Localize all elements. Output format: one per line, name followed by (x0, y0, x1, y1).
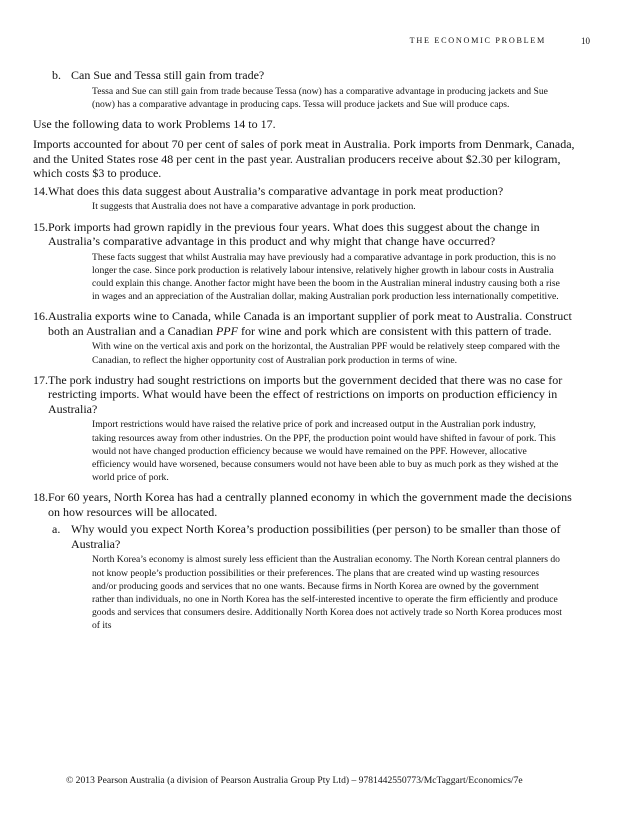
instruction-text: Use the following data to work Problems 14 to 17. (33, 116, 276, 131)
question-15 (33, 220, 578, 249)
question-16 (33, 309, 578, 338)
question-number: 14. (33, 183, 48, 198)
answer-15: These facts suggest that whilst Australia may have previously had a comparative advantage in pork production, this is no longer the case. Since pork production is relatively labour intensive, relatively higher growth in labour costs in Australia could explain this change. Another factor might have been the boom in the Australian mineral industry causing both a rise in wages and an appreciation of the Australian dollar, making Australian pork production less internationally competitive. (92, 251, 560, 303)
question-18a (33, 522, 578, 551)
question-text: Why would you expect North Korea’s production possibilities (per person) to be smaller than those of Australia? (71, 522, 561, 551)
answer-18a: North Korea’s economy is almost surely less efficient than the Australian economy. The North Korean central planners do not know people’s production possibilities or their preferences. The plans that are created wind up wasting resources and/or producing goods and services that no one wants. Because firms in North Korea are owned by the government rather than individuals, no one in North Korea has the self-interested incentive to operate the firm efficiently and produce goods and services that consumers desire. Additionally North Korea does not actively trade so North Korea produces most of its (92, 554, 562, 632)
question-number: 16. (33, 309, 48, 324)
question-text: Can Sue and Tessa still gain from trade? (71, 68, 265, 82)
answer-16: With wine on the vertical axis and pork on the horizontal, the Australian PPF would be relatively steep compared with the Canadian, to reflect the higher opportunity cost of Australian pork production in terms of wine. (92, 341, 560, 366)
ppf-italic-term: PPF (215, 323, 238, 338)
question-14 (33, 184, 578, 199)
question-text (48, 309, 572, 338)
question-text: For 60 years, North Korea has had a centrally planned economy in which the government made the decisions on how resources will be allocated. (48, 490, 572, 519)
page-content (33, 68, 578, 633)
question-text-part-1: Australia exports wine to Canada, while Canada is an important supplier of pork meat to Australia. Construct both an Australian and a Canadian (48, 309, 572, 338)
answer-17: Import restrictions would have raised the relative price of pork and increased output in the Australian pork industry, taking resources away from other industries. On the PPF, the production point would have shifted in favour of pork. This would not have changed production efficiency because we would have remained on the PPF. However, allocative efficiency would have worsened, because consumers would not have been able to buy as much pork as they wished at the world price of pork. (92, 419, 559, 484)
question-number: 15. (33, 219, 48, 234)
question-17 (33, 373, 578, 417)
page-header (0, 36, 638, 50)
copyright-footer: © 2013 Pearson Australia (a division of Pearson Australia Group Pty Ltd) – 9781442550773/McTaggart/Economics/7e (66, 775, 523, 786)
question-b (33, 68, 578, 83)
question-text: What does this data suggest about Australia’s comparative advantage in pork meat production? (48, 183, 504, 198)
question-text: The pork industry had sought restrictions on imports but the government decided that there was no case for restricting imports. What would have been the effect of restrictions on imports on production efficiency in Australia? (48, 372, 563, 416)
answer-b: Tessa and Sue can still gain from trade because Tessa (now) has a comparative advantage in producing jackets and Sue (now) has a comparative advantage in producing caps. Tessa will produce jackets and Sue will produce caps. (92, 85, 548, 110)
question-18 (33, 490, 578, 519)
answer-14: It suggests that Australia does not have a comparative advantage in pork production. (92, 201, 416, 213)
page-number: 10 (581, 36, 590, 46)
question-text: Pork imports had grown rapidly in the previous four years. What does this suggest about the change in Australia’s comparative advantage in this product and why might that change have occurred? (48, 219, 540, 249)
question-text-part-2: for wine and pork which are consistent with this pattern of trade. (237, 323, 552, 338)
running-title: THE ECONOMIC PROBLEM (409, 36, 546, 45)
question-number: a. (52, 522, 61, 537)
question-number: 17. (33, 372, 48, 387)
data-paragraph: Imports accounted for about 70 per cent of sales of pork meat in Australia. Pork imports from Denmark, Canada, and the United States rose 48 per cent in the past year. Australian producers receive about $2.30 per kilogram, which costs $3 to produce. (33, 137, 575, 181)
question-number: 18. (33, 490, 48, 505)
question-number: b. (52, 68, 61, 82)
